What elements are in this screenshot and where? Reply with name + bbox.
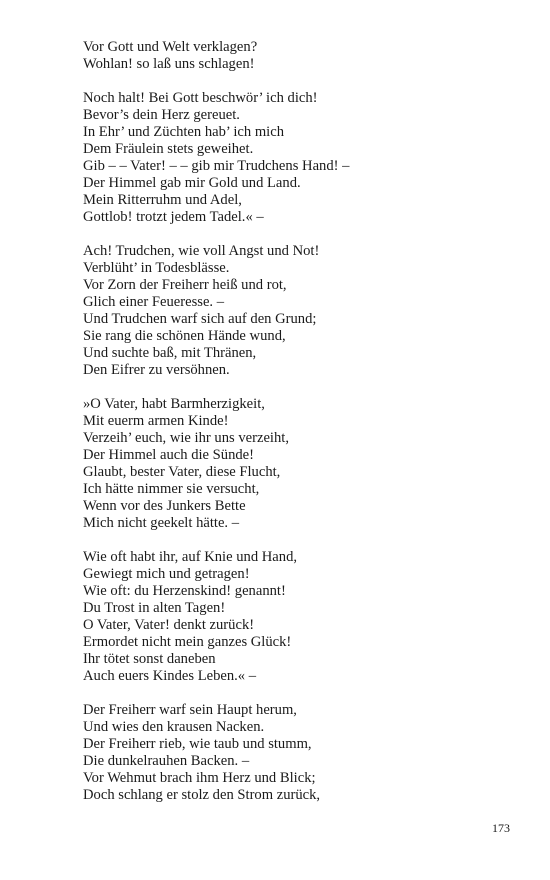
verse-line: Bevor’s dein Herz gereuet. (83, 107, 240, 123)
stanza (83, 90, 523, 226)
verse-line: Wenn vor des Junkers Bette (83, 498, 246, 514)
verse-line: In Ehr’ und Züchten hab’ ich mich (83, 124, 284, 140)
verse-line: Der Himmel auch die Sünde! (83, 447, 255, 463)
stanza (83, 396, 523, 532)
verse-line: Gib – – Vater! – – gib mir Trudchens Hand! – (83, 158, 350, 174)
stanza (83, 702, 523, 804)
verse-line: Mit euerm armen Kinde! (83, 413, 229, 429)
stanza (83, 549, 523, 685)
poem-text (83, 39, 523, 821)
verse-line: Vor Zorn der Freiherr heiß und rot, (83, 277, 287, 293)
verse-line: Wie oft: du Herzenskind! genannt! (83, 583, 286, 599)
verse-line: Wohlan! so laß uns schlagen! (83, 56, 255, 72)
verse-line: Verzeih’ euch, wie ihr uns verzeiht, (83, 430, 289, 446)
verse-line: Ach! Trudchen, wie voll Angst und Not! (83, 243, 320, 259)
verse-line: Der Freiherr warf sein Haupt herum, (83, 702, 297, 718)
verse-line: Den Eifrer zu versöhnen. (83, 362, 230, 378)
verse-line: Und suchte baß, mit Thränen, (83, 345, 257, 361)
page-number: 173 (492, 821, 510, 835)
verse-line: Und wies den krausen Nacken. (83, 719, 265, 735)
verse-line: Dem Fräulein stets geweihet. (83, 141, 254, 157)
verse-line: Vor Gott und Welt verklagen? (83, 39, 258, 55)
verse-line: Glich einer Feueresse. – (83, 294, 225, 310)
verse-line: Der Himmel gab mir Gold und Land. (83, 175, 301, 191)
verse-line: Die dunkelrauhen Backen. – (83, 753, 250, 769)
verse-line: Doch schlang er stolz den Strom zurück, (83, 787, 321, 803)
stanza (83, 243, 523, 379)
verse-line: Der Freiherr rieb, wie taub und stumm, (83, 736, 312, 752)
verse-line: Du Trost in alten Tagen! (83, 600, 226, 616)
verse-line: O Vater, Vater! denkt zurück! (83, 617, 255, 633)
verse-line: Sie rang die schönen Hände wund, (83, 328, 286, 344)
verse-line: Verblüht’ in Todesblässe. (83, 260, 230, 276)
verse-line: Ermordet nicht mein ganzes Glück! (83, 634, 292, 650)
verse-line: Glaubt, bester Vater, diese Flucht, (83, 464, 281, 480)
verse-line: Auch euers Kindes Leben.« – (83, 668, 257, 684)
stanza (83, 39, 523, 73)
verse-line: »O Vater, habt Barmherzigkeit, (83, 396, 265, 412)
verse-line: Gewiegt mich und getragen! (83, 566, 250, 582)
verse-line: Mein Ritterruhm und Adel, (83, 192, 242, 208)
verse-line: Vor Wehmut brach ihm Herz und Blick; (83, 770, 316, 786)
verse-line: Ihr tötet sonst daneben (83, 651, 216, 667)
verse-line: Noch halt! Bei Gott beschwör’ ich dich! (83, 90, 318, 106)
verse-line: Ich hätte nimmer sie versucht, (83, 481, 260, 497)
verse-line: Gottlob! trotzt jedem Tadel.« – (83, 209, 264, 225)
verse-line: Wie oft habt ihr, auf Knie und Hand, (83, 549, 298, 565)
verse-line: Mich nicht geekelt hätte. – (83, 515, 240, 531)
verse-line: Und Trudchen warf sich auf den Grund; (83, 311, 317, 327)
